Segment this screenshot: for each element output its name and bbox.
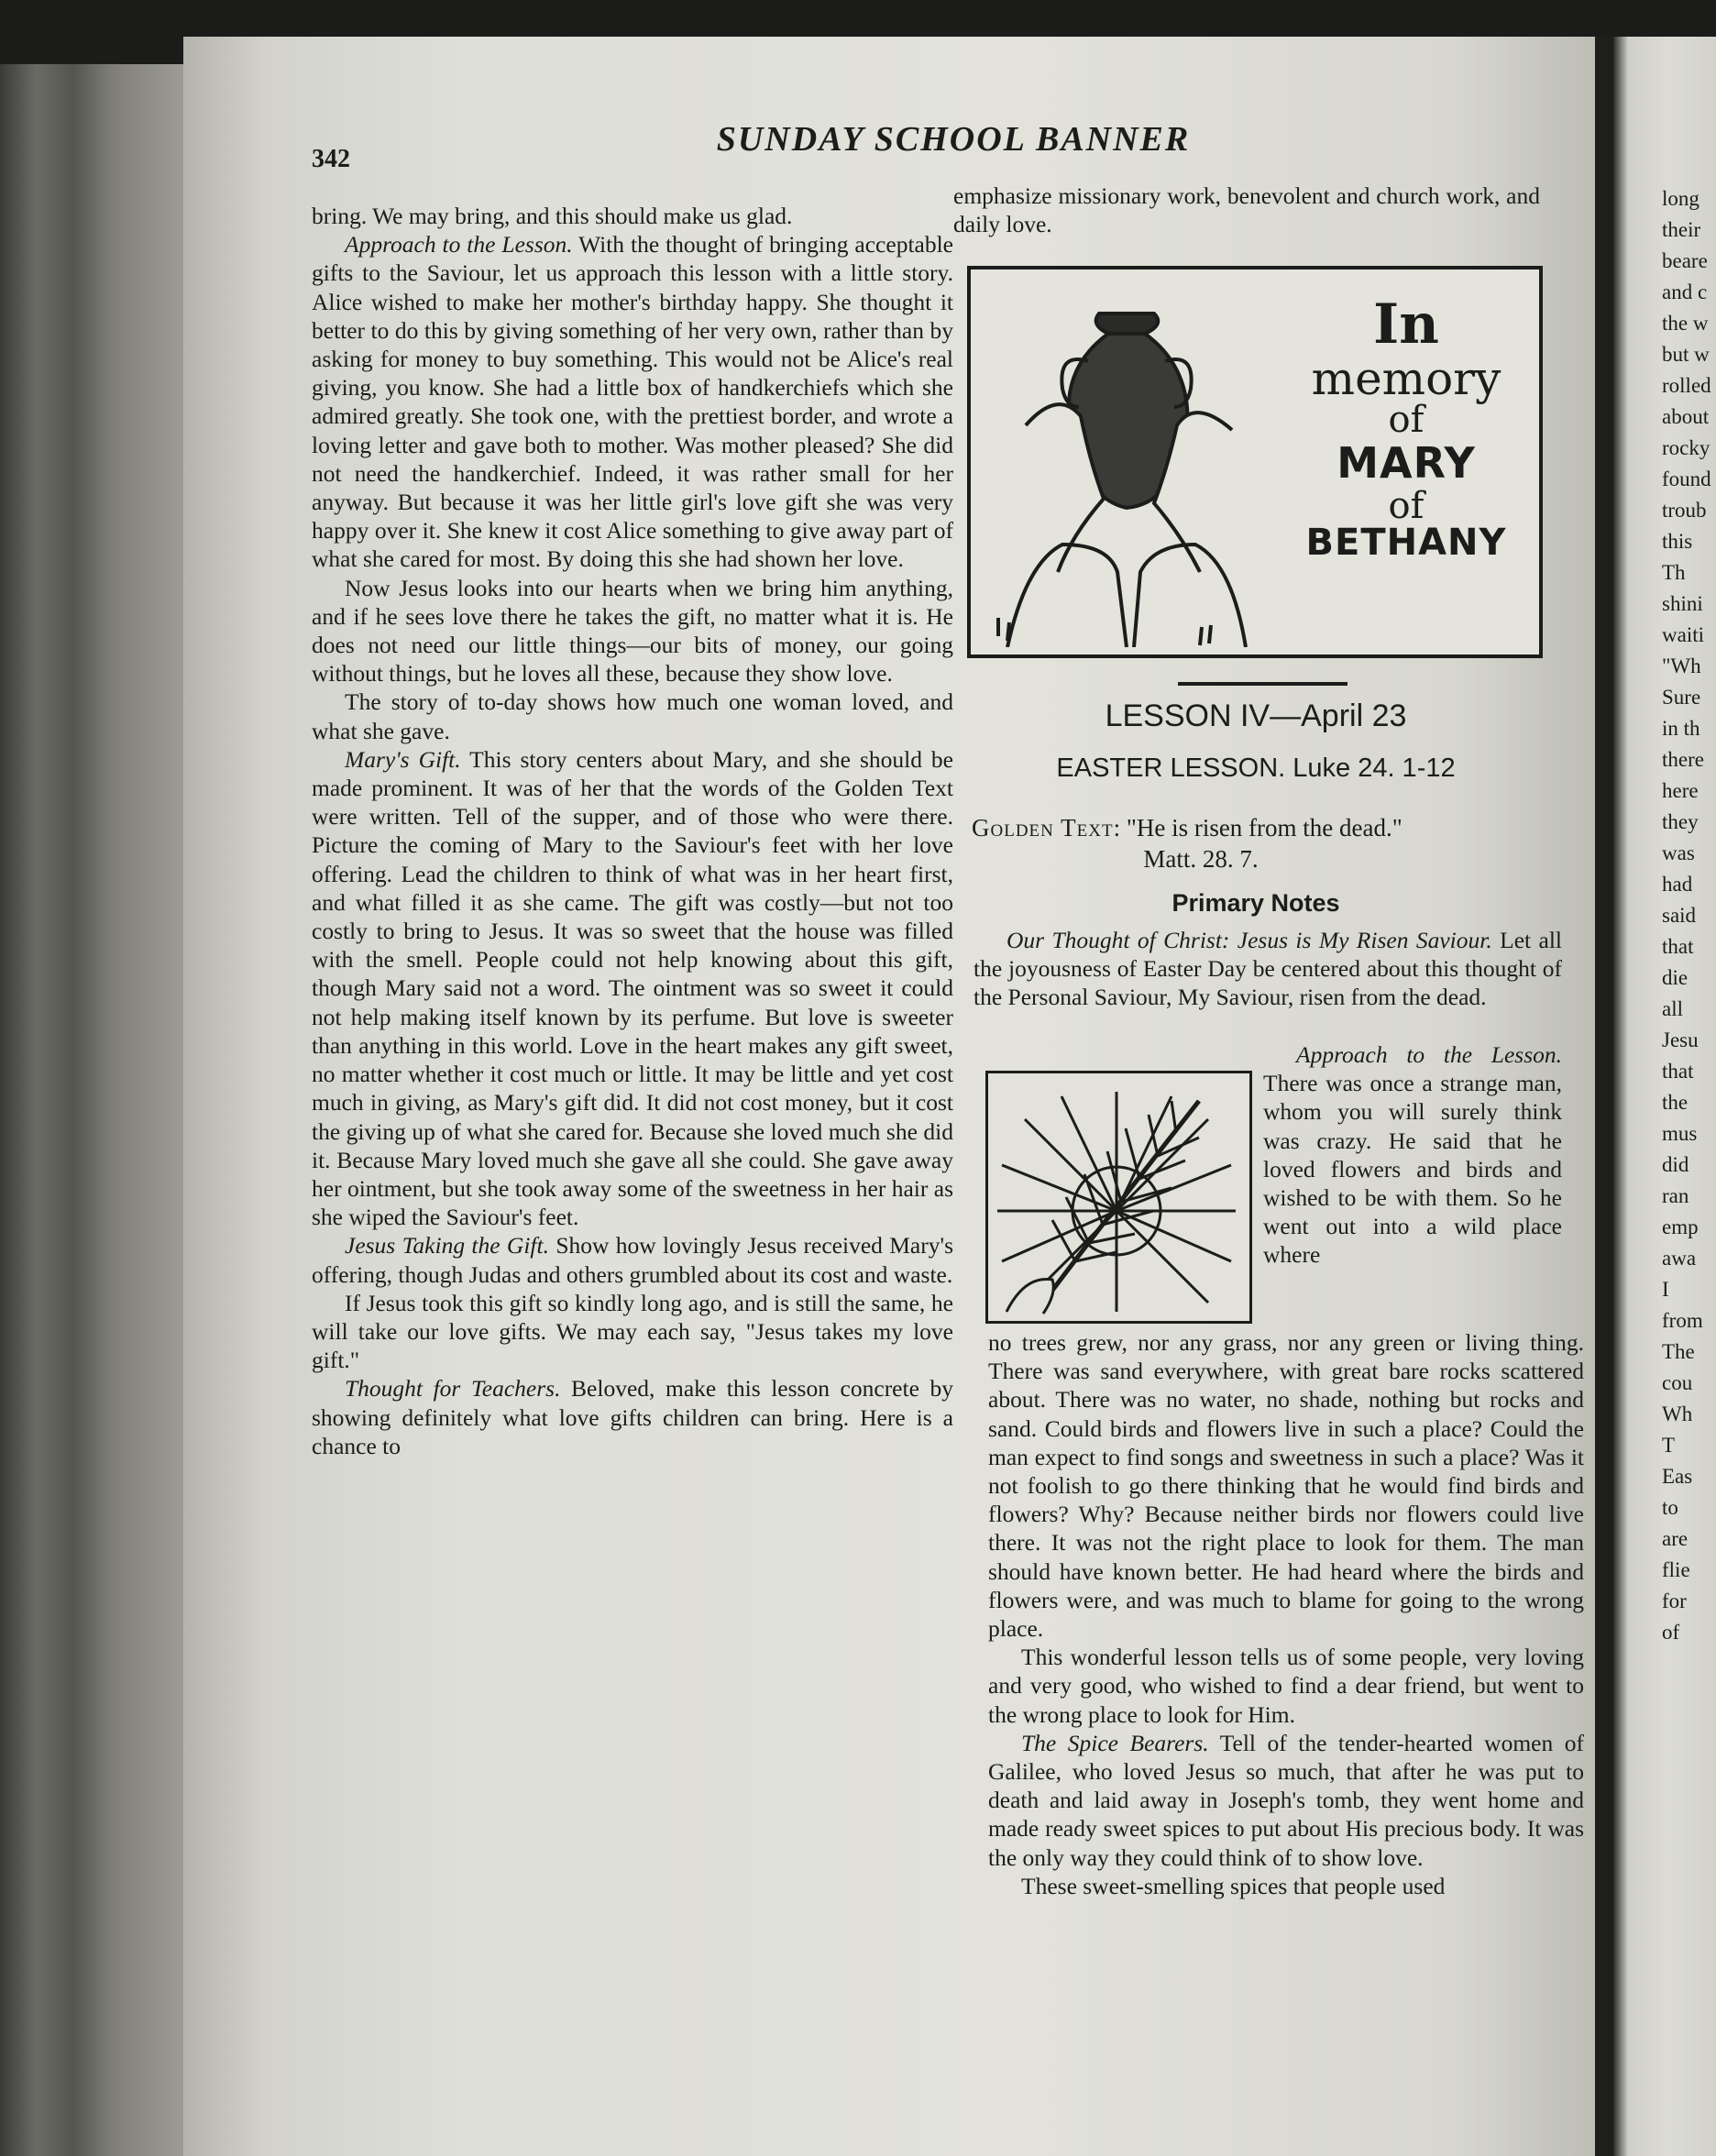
right-column-wrap (1263, 1040, 1562, 1270)
paragraph: no trees grew, nor any grass, nor any green or living thing. There was sand everywhere, with great bare rocks scattered about. There was no water, no shade, nothing but rocks and sand. Could birds and flowers live in such a place? Could the man expect to find songs and sweetness in such a place? Was it not foolish to go there thinking that he would find birds and flowers? Why? Because neither birds nor flowers could live there. It was not the right place to look for them. The man should have known better. He had heard where the birds and flowers were, and was much to blame for going to the wrong place. (988, 1329, 1584, 1643)
adjacent-page-word: to (1662, 1496, 1678, 1519)
primary-notes-heading: Primary Notes (1172, 889, 1340, 917)
paragraph: These sweet-smelling spices that people used (1021, 1872, 1446, 1899)
paragraph (988, 1729, 1584, 1872)
adjacent-page-word: awa (1662, 1247, 1697, 1270)
golden-text (972, 812, 1540, 874)
adjacent-page-word: beare (1662, 249, 1708, 272)
section-head: Mary's Gift. (345, 745, 461, 773)
adjacent-page-word: their (1662, 218, 1701, 241)
lesson-subtitle: EASTER LESSON. Luke 24. 1-12 (1056, 754, 1456, 783)
adjacent-page-fragments (1662, 183, 1716, 1648)
adjacent-page-word: from (1662, 1309, 1703, 1332)
adjacent-page-word: are (1662, 1527, 1688, 1550)
memorial-illustration (967, 266, 1543, 658)
adjacent-page-word: rocky (1662, 436, 1710, 459)
adjacent-page-word: they (1662, 810, 1699, 833)
adjacent-page-word: cou (1662, 1371, 1693, 1394)
golden-text-label: Golden Text (972, 814, 1114, 842)
adjacent-page-word: I (1662, 1278, 1669, 1301)
adjacent-page-word: but w (1662, 343, 1710, 366)
memorial-text (1273, 292, 1539, 564)
adjacent-page-word: Sure (1662, 686, 1701, 709)
section-head: Thought for Teachers. (345, 1375, 561, 1402)
paragraph: If Jesus took this gift so kindly long ago, and is still the same, he will take our love gifts. We may each say, "Jesus takes my love gift." (312, 1289, 953, 1374)
memorial-line: of (1388, 485, 1424, 527)
paragraph (312, 230, 953, 573)
adjacent-page-word: The (1662, 1340, 1695, 1363)
adjacent-page-word: there (1662, 748, 1704, 771)
paragraph: The story of to-day shows how much one woman loved, and what she gave. (312, 688, 953, 744)
adjacent-page-word: of (1662, 1621, 1680, 1644)
adjacent-page-word: long (1662, 187, 1700, 210)
golden-text-reference: Matt. 28. 7. (1143, 845, 1259, 873)
adjacent-page-word: ran (1662, 1184, 1689, 1207)
right-column-intro (953, 182, 1540, 238)
section-head: Jesus Taking the Gift. (345, 1232, 549, 1260)
adjacent-page-word: Eas (1662, 1465, 1693, 1488)
gutter (1595, 37, 1613, 2156)
paragraph-body: With the thought of bringing acceptable gifts to the Saviour, let us approach this lesson with a little story. Alice wished to make her mother's birthday happy. She thought it better to do this by giving something of her very own, rather than by asking for money to buy something. This would not be Alice's real giving, you know. She had a little box of handkerchiefs which she admired greatly. She took one, with the prettiest border, and wrote a loving letter and gave both to mother. Was mother pleased? She did not need the handkerchief. Indeed, it was rather small for her anyway. But because it was her little girl's love gift she was very happy over it. She knew it cost Alice something to give away part of what she cared for most. By doing this she had shown her love. (312, 231, 953, 573)
adjacent-page-word: emp (1662, 1216, 1699, 1238)
paragraph (1263, 1040, 1562, 1270)
paragraph (974, 926, 1562, 1012)
adjacent-page-word: all (1662, 997, 1683, 1020)
running-head: SUNDAY SCHOOL BANNER (716, 120, 1191, 159)
adjacent-page-word: that (1662, 935, 1694, 958)
adjacent-page-word: this (1662, 530, 1693, 553)
adjacent-page-word: die (1662, 966, 1688, 989)
adjacent-page-word: T (1662, 1434, 1676, 1457)
paragraph-body: There was once a strange man, whom you will surely think was crazy. He said that he loved flowers and birds and wished to be with them. So he went out into a wild place where (1263, 1070, 1562, 1269)
sunburst-palm-icon (988, 1073, 1244, 1315)
sun-and-palm-illustration (985, 1071, 1252, 1324)
adjacent-page-word: Jesu (1662, 1028, 1699, 1051)
book-spine (0, 64, 202, 2156)
section-head: Approach to the Lesson. (345, 231, 573, 258)
paragraph: This wonderful lesson tells us of some people, very loving and very good, who wished to find a dear friend, but went to the wrong place to look for Him. (988, 1644, 1584, 1728)
paragraph-body: Show how lovingly Jesus received Mary's offering, though Judas and others grumbled about its cost and waste. (312, 1232, 953, 1288)
adjacent-page-word: and c (1662, 280, 1708, 303)
golden-text-quote: : "He is risen from the dead." (1113, 814, 1402, 842)
adjacent-page-word: Th (1662, 561, 1686, 584)
adjacent-page-word: here (1662, 779, 1699, 802)
adjacent-page-word: Wh (1662, 1402, 1693, 1425)
paragraph: Now Jesus looks into our hearts when we bring him anything, and if he sees love there he takes the gift, no matter what it is. He does not need our little things—our bits of money, our going without things, but he loves all these, because they show love. (312, 574, 953, 688)
adjacent-page-word: found (1662, 468, 1711, 490)
memorial-line: of (1388, 399, 1424, 441)
adjacent-page-word: for (1662, 1590, 1687, 1612)
adjacent-page-word: was (1662, 842, 1695, 864)
adjacent-page-word: mus (1662, 1122, 1698, 1145)
right-column-continued (988, 1328, 1584, 1900)
page-number: 342 (312, 145, 350, 173)
adjacent-page-word: troub (1662, 499, 1707, 522)
adjacent-page-word: about (1662, 405, 1710, 428)
section-head: Our Thought of Christ: Jesus is My Risen Saviour. (1006, 927, 1492, 953)
divider-rule (1178, 682, 1348, 686)
adjacent-page-word: flie (1662, 1558, 1690, 1581)
adjacent-page-word: said (1662, 904, 1697, 927)
section-head: Approach to the Lesson. (1296, 1041, 1562, 1068)
adjacent-page-word: rolled (1662, 374, 1711, 397)
adjacent-page-word: did (1662, 1153, 1689, 1176)
paragraph-body: Let all the joyousness of Easter Day be centered about this thought of the Personal Saviour, My Saviour, risen from the dead. (974, 927, 1562, 1011)
adjacent-page-word: the (1662, 1091, 1688, 1114)
paragraph: emphasize missionary work, benevolent and church work, and daily love. (953, 182, 1540, 238)
paragraph-body: Beloved, make this lesson concrete by showing definitely what love gifts children can bring. Here is a chance to (312, 1375, 953, 1459)
adjacent-page-word: shini (1662, 592, 1703, 615)
lesson-title: LESSON IV—April 23 (1105, 698, 1407, 733)
memorial-line: memory (1311, 352, 1502, 405)
adjacent-page-word: "Wh (1662, 654, 1701, 677)
adjacent-page-word: waiti (1662, 623, 1704, 646)
paragraph: bring. We may bring, and this should make us glad. (312, 203, 793, 229)
adjacent-page-word: the w (1662, 312, 1709, 335)
paragraph-body: Tell of the tender-hearted women of Galilee, who loved Jesus so much, that after he was put to death and laid away in Joseph's tomb, they went home and made ready sweet spices to put about His precious body. It was the only way they could think of to show love. (988, 1729, 1584, 1871)
paragraph (312, 1374, 953, 1460)
left-column (312, 202, 953, 1460)
adjacent-page-word: in th (1662, 717, 1700, 740)
memorial-place: BETHANY (1305, 522, 1507, 564)
hands-holding-jar-illustration (971, 270, 1273, 647)
paragraph (312, 745, 953, 1231)
memorial-name: MARY (1336, 438, 1476, 488)
paragraph-body: This story centers about Mary, and she should be made prominent. It was of her that the words of the Golden Text were written. Tell of the supper, and of those who were there. Picture the coming of Mary to the Saviour's feet with her love offering. Lead the children to think of what was in her heart first, and what filled it as she came. The gift was costly—but not too costly to bring to Jesus. It was so sweet that the house was filled with the smell. People could not help knowing about this gift, though Mary said not a word. The ointment was so sweet it could not help making itself known by its perfume. But love is sweeter than anything in this world. Love in the heart makes any gift sweet, no matter whether it cost much or little. It may be little and yet cost much in giving, as Mary's gift did. It did not cost money, but it cost the giving up of what she cared for. Because she loved much she did it. Because Mary loved much she gave all she could. She gave away her ointment, but she took away some of the sweetness in her hair as she wiped the Saviour's feet. (312, 745, 953, 1231)
memorial-line: In (1373, 292, 1439, 357)
section-head: The Spice Bearers. (1021, 1729, 1209, 1756)
adjacent-page-word: had (1662, 873, 1693, 896)
paragraph (312, 1231, 953, 1288)
adjacent-page-word: that (1662, 1060, 1694, 1083)
right-column-thought (974, 926, 1562, 1012)
